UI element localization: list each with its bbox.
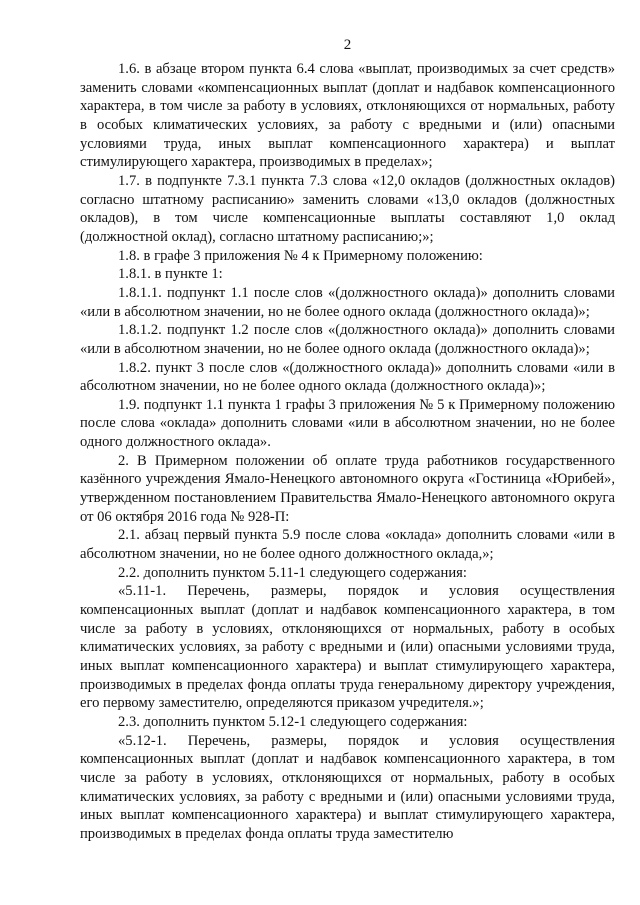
paragraph-1-8-1: 1.8.1. в пункте 1:: [118, 266, 223, 283]
paragraph-1-8-2: 1.8.2. пункт 3 после слов «(должностного оклада)» дополнить словами «или в абсолютном значении, но не более одного оклада (должностного оклада)»;: [80, 359, 615, 395]
document-page: [80, 0, 615, 905]
paragraph-1-9: 1.9. подпункт 1.1 пункта 1 графы 3 приложения № 5 к Примерному положению после слова «оклада» дополнить словами «или в абсолютном значении, но не более одного должностного оклада».: [80, 396, 615, 451]
paragraph-1-6: 1.6. в абзаце втором пункта 6.4 слова «выплат, производимых за счет средств» заменить словами «компенсационных выплат (доплат и надбавок компенсационного характера, в том числе за работу в условиях, отклоняющихся от нормальных, работу в особых климатических условиях, за работу с вредными и (или) опасными условиями труда, иных выплат компенсационного характера) и выплат стимулирующего характера, производимых в пределах»;: [80, 61, 615, 171]
document-body: [80, 60, 615, 844]
paragraph-1-8: 1.8. в графе 3 приложения № 4 к Примерному положению:: [118, 247, 483, 264]
paragraph-2-2: 2.2. дополнить пунктом 5.11-1 следующего содержания:: [118, 564, 467, 581]
paragraph-5-11-1: «5.11-1. Перечень, размеры, порядок и условия осуществления компенсационных выплат (доплат и надбавок компенсационного характера, в том числе за работу в условиях, отклоняющихся от нормальных, работу в особых климатических условиях, за работу с вредными и (или) опасными условиями труда, иных выплат компенсационного характера) и выплат стимулирующего характера, производимых в пределах фонда оплаты труда генеральному директору учреждения, его первому заместителю, определяются приказом учредителя.»;: [80, 583, 615, 712]
paragraph-5-12-1: «5.12-1. Перечень, размеры, порядок и условия осуществления компенсационных выплат (доплат и надбавок компенсационного характера, в том числе за работу в условиях, отклоняющихся от нормальных, работу в особых климатических условиях, за работу с вредными и (или) опасными условиями труда, иных выплат компенсационного характера) и выплат стимулирующего характера, производимых в пределах фонда оплаты труда заместителю: [80, 732, 615, 842]
paragraph-2: 2. В Примерном положении об оплате труда работников государственного казённого учреждения Ямало-Ненецкого автономного округа «Гостиница «Юрибей», утвержденном постановлением Правительства Ямало-Ненецкого автономного округа от 06 октября 2016 года № 928-П:: [80, 452, 615, 525]
paragraph-1-7: 1.7. в подпункте 7.3.1 пункта 7.3 слова «12,0 окладов (должностных окладов) согласно штатному расписанию» заменить словами «13,0 окладов (должностных окладов), в том числе компенсационные выплаты составляют 1,0 оклад (должностной оклад), согласно штатному расписанию;»;: [80, 172, 615, 245]
paragraph-2-3: 2.3. дополнить пунктом 5.12-1 следующего содержания:: [118, 713, 468, 730]
paragraph-1-8-1-1: 1.8.1.1. подпункт 1.1 после слов «(должностного оклада)» дополнить словами «или в абсолютном значении, но не более одного оклада (должностного оклада)»;: [80, 284, 615, 320]
paragraph-2-1: 2.1. абзац первый пункта 5.9 после слова «оклада» дополнить словами «или в абсолютном значении, но не более одного должностного оклада,»;: [80, 527, 615, 563]
paragraph-1-8-1-2: 1.8.1.2. подпункт 1.2 после слов «(должностного оклада)» дополнить словами «или в абсолютном значении, но не более одного оклада (должностного оклада)»;: [80, 322, 615, 357]
page-number: 2: [343, 37, 352, 53]
